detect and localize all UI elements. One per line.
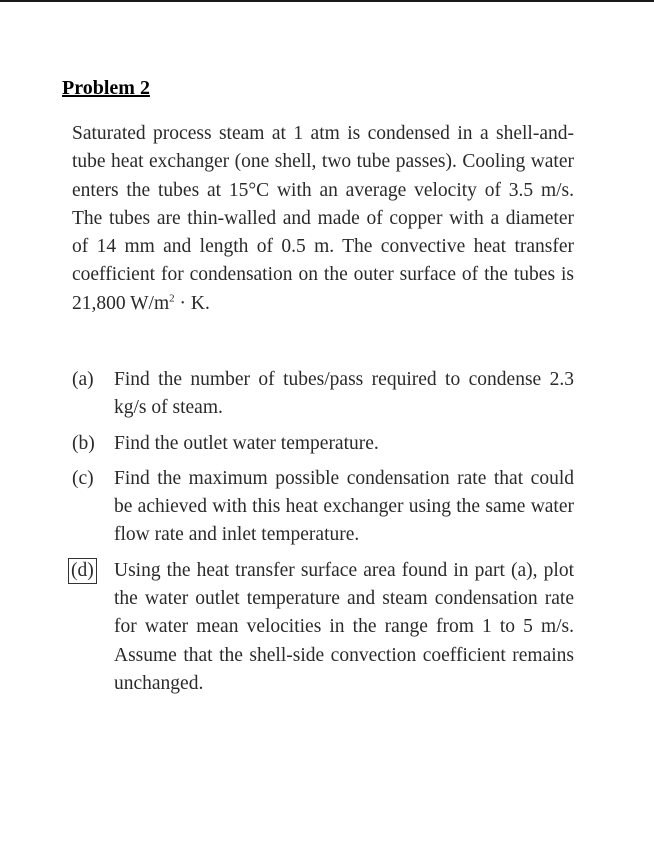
part-b — [72, 430, 574, 458]
problem-statement — [72, 120, 574, 318]
part-label: (c) — [72, 467, 94, 489]
part-text: Find the outlet water temperature. — [114, 432, 379, 454]
part-d — [72, 557, 574, 698]
part-text: Find the maximum possible condensation rate that could be achieved with this heat exchanger using the same water flow rate and inlet temperature. — [114, 467, 574, 546]
part-label: (a) — [72, 369, 94, 390]
part-a — [72, 366, 574, 423]
part-text: Find the number of tubes/pass required to condense 2.3 kg/s of steam. — [114, 369, 574, 419]
problem-statement-units: · K. — [174, 292, 210, 314]
problem-title: Problem 2 — [62, 77, 150, 99]
superscript-exponent: 2 — [169, 292, 175, 305]
part-label-boxed — [72, 557, 114, 698]
part-text: Using the heat transfer surface area found in part (a), plot the water outlet temperature and steam condensation rate for water mean velocities in the range from 1 to 5 m/s. Assume that the shell-side convection coefficient remains unchanged. — [114, 559, 574, 694]
part-label: (b) — [72, 432, 95, 454]
part-c — [72, 465, 574, 550]
top-divider — [0, 0, 654, 2]
part-label: (d) — [68, 558, 97, 584]
problem-statement-text: Saturated process steam at 1 atm is condensed in a shell-and-tube heat exchanger (one shell, two tube passes). Cooling water enters the tubes at 15°C with an average velocity of 3.5 m/s. The tubes are thin-walled and made of copper with a diameter of 14 mm and length of 0.5 m. The convective heat transfer coefficient for condensation on the outer surface of the tubes is 21,800 W/m — [72, 123, 574, 314]
problem-parts-list — [72, 366, 574, 705]
